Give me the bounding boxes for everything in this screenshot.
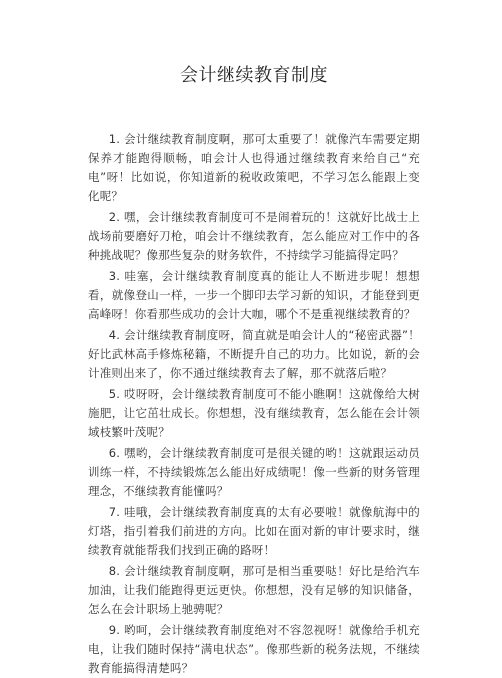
- paragraph-7: 7. 哇哦，会计继续教育制度真的太有必要啦！就像航海中的灯塔，指引着我们前进的方向。比如在面对新的审计要求时，继续教育就能帮我们找到正确的路呀！: [88, 505, 420, 557]
- paragraph-4: 4. 会计继续教育制度呀，简直就是咱会计人的“秘密武器”！好比武林高手修炼秘籍，不断提升自己的功力。比如说，新的会计准则出来了，你不通过继续教育去了解，那不就落后啦？: [88, 328, 420, 380]
- paragraph-5: 5. 哎呀呀，会计继续教育制度可不能小瞧啊！这就像给大树施肥，让它茁壮成长。你想想，没有继续教育，怎么能在会计领域枝繁叶茂呢？: [88, 387, 420, 439]
- paragraph-3: 3. 哇塞，会计继续教育制度真的能让人不断进步呢！想想看，就像登山一样，一步一个脚印去学习新的知识，才能登到更高峰呀！你看那些成功的会计大咖，哪个不是重视继续教育的？: [88, 269, 420, 321]
- paragraph-6: 6. 嘿哟，会计继续教育制度可是很关键的哟！这就跟运动员训练一样，不持续锻炼怎么能出好成绩呢！像一些新的财务管理理念，不继续教育能懂吗？: [88, 446, 420, 498]
- paragraph-1: 1. 会计继续教育制度啊，那可太重要了！就像汽车需要定期保养才能跑得顺畅，咱会计人也得通过继续教育来给自己“充电”呀！比如说，你知道新的税收政策吧，不学习怎么能跟上变化呢？: [88, 132, 420, 203]
- paragraph-9: 9. 哟呵，会计继续教育制度绝对不容忽视呀！就像给手机充电，让我们随时保持“满电状态”。像那些新的税务法规，不继续教育能搞得清楚吗？: [88, 623, 420, 675]
- document-title: 会计继续教育制度: [180, 65, 328, 86]
- paragraph-2: 2. 嘿，会计继续教育制度可不是闹着玩的！这就好比战士上战场前要磨好刀枪，咱会计不继续教育，怎么能应对工作中的各种挑战呢？像那些复杂的财务软件，不持续学习能搞得定吗？: [88, 210, 420, 262]
- document-body: [88, 130, 420, 678]
- paragraph-8: 8. 会计继续教育制度啊，那可是相当重要哒！好比是给汽车加油，让我们能跑得更远更快。你想想，没有足够的知识储备，怎么在会计职场上驰骋呢？: [88, 564, 420, 616]
